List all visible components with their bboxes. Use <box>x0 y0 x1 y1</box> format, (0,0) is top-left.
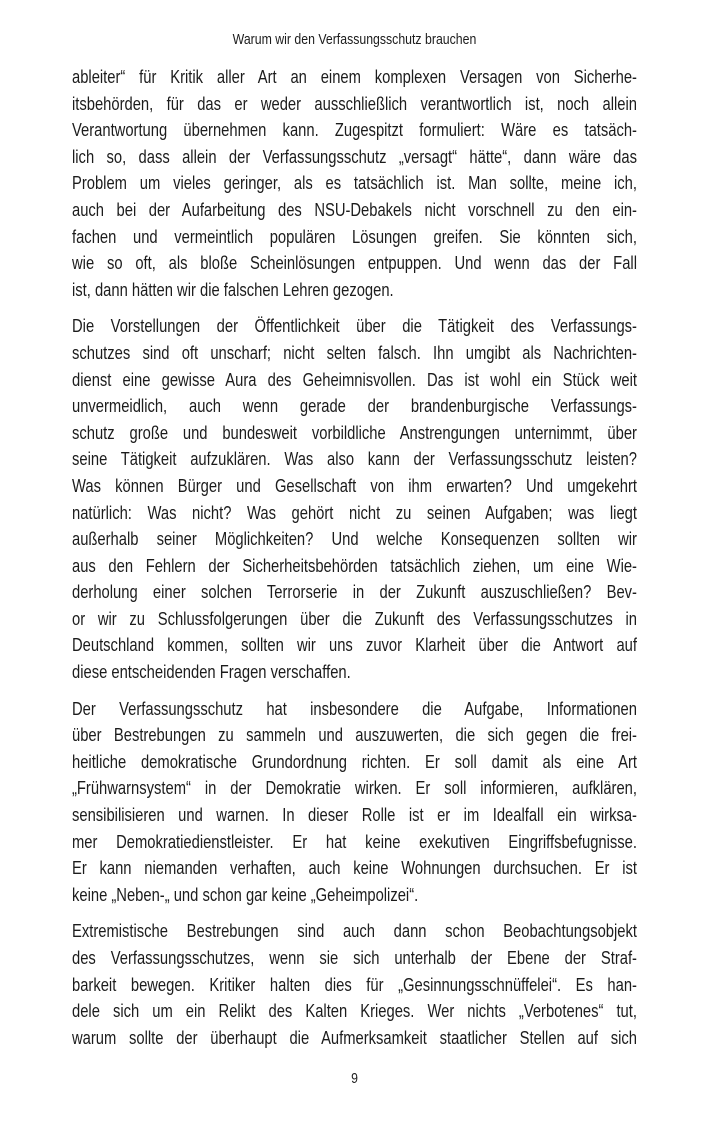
text-line: Problem um vieles geringer, als es tatsächlich ist. Man sollte, meine ich, <box>72 173 637 194</box>
paragraph <box>72 696 637 909</box>
text-line: or wir zu Schlussfolgerungen über die Zukunft des Verfassungsschutzes in <box>72 608 637 629</box>
text-line: ableiter“ für Kritik aller Art an einem komplexen Versagen von Sicherhe- <box>72 67 637 87</box>
text-line: heitliche demokratische Grundordnung richten. Er soll damit als eine Art <box>72 751 637 772</box>
text-line: außerhalb seiner Möglichkeiten? Und welche Konsequenzen sollten wir <box>72 529 637 550</box>
text-line: natürlich: Was nicht? Was gehört nicht zu seinen Aufgaben; was liegt <box>72 502 637 523</box>
text-line: derholung einer solchen Terrorserie in der Zukunft auszuschließen? Bev- <box>72 582 637 603</box>
text-line: Extremistische Bestrebungen sind auch dann schon Beobachtungsobjekt <box>72 921 637 942</box>
text-line: dele sich um ein Relikt des Kalten Krieges. Wer nichts „Verbotenes“ tut, <box>72 1001 637 1022</box>
text-line: seine Tätigkeit aufzuklären. Was also kann der Verfassungsschutz leisten? <box>72 449 637 470</box>
text-line: aus den Fehlern der Sicherheitsbehörden tatsächlich ziehen, um eine Wie- <box>72 555 637 576</box>
text-line: Die Vorstellungen der Öffentlichkeit über die Tätigkeit des Verfassungs- <box>72 316 637 337</box>
text-line: dienst eine gewisse Aura des Geheimnisvollen. Das ist wohl ein Stück weit <box>72 369 637 390</box>
text-line: über Bestrebungen zu sammeln und auszuwerten, die sich gegen die frei- <box>72 725 637 746</box>
paragraph <box>72 313 637 685</box>
running-header: Warum wir den Verfassungsschutz brauchen <box>232 31 477 48</box>
text-line: wie so oft, als bloße Scheinlösungen entpuppen. Und wenn das der Fall <box>72 253 637 274</box>
text-line: fachen und vermeintlich populären Lösungen greifen. Sie könnten sich, <box>72 226 637 247</box>
text-line: itsbehörden, für das er weder ausschließlich verantwortlich ist, noch allein <box>72 93 637 114</box>
text-line: mer Demokratiedienstleister. Er hat keine exekutiven Eingriffsbefugnisse. <box>72 831 637 852</box>
text-line: Deutschland kommen, sollten wir uns zuvor Klarheit über die Antwort auf <box>72 635 637 656</box>
text-line: Er kann niemanden verhaften, auch keine Wohnungen durchsuchen. Er ist <box>72 858 637 879</box>
paragraph <box>72 64 637 303</box>
text-line: keine „Neben-„ und schon gar keine „Geheimpolizei“. <box>72 884 419 905</box>
text-line: schutzes sind oft unscharf; nicht selten falsch. Ihn umgibt als Nachrichten- <box>72 342 637 363</box>
text-line: sensibilisieren und warnen. In dieser Rolle ist er im Idealfall ein wirksa- <box>72 805 637 826</box>
text-line: unvermeidlich, auch wenn gerade der brandenburgische Verfassungs- <box>72 396 637 417</box>
page-content <box>72 64 637 1061</box>
paragraph <box>72 918 637 1051</box>
text-line: Der Verfassungsschutz hat insbesondere die Aufgabe, Informationen <box>72 698 637 719</box>
text-line: lich so, dass allein der Verfassungsschutz „versagt“ hätte“, dann wäre das <box>72 146 637 167</box>
text-line: Was können Bürger und Gesellschaft von ihm erwarten? Und umgekehrt <box>72 475 637 496</box>
text-line: auch bei der Aufarbeitung des NSU-Debakels nicht vorschnell zu den ein- <box>72 199 637 220</box>
text-line: schutz große und bundesweit vorbildliche Anstrengungen unternimmt, über <box>72 422 637 443</box>
text-line: „Frühwarnsystem“ in der Demokratie wirken. Er soll informieren, aufklären, <box>72 778 637 799</box>
text-line: diese entscheidenden Fragen verschaffen. <box>72 662 351 683</box>
text-line: warum sollte der überhaupt die Aufmerksamkeit staatlicher Stellen auf sich <box>72 1027 637 1048</box>
text-line: barkeit bewegen. Kritiker halten dies für „Gesinnungsschnüffelei“. Es han- <box>72 974 637 995</box>
text-line: Verantwortung übernehmen kann. Zugespitzt formuliert: Wäre es tatsäch- <box>72 120 637 141</box>
text-line: des Verfassungsschutzes, wenn sie sich unterhalb der Ebene der Straf- <box>72 948 637 968</box>
page-number: 9 <box>351 1070 358 1087</box>
text-line: ist, dann hätten wir die falschen Lehren gezogen. <box>72 279 394 300</box>
